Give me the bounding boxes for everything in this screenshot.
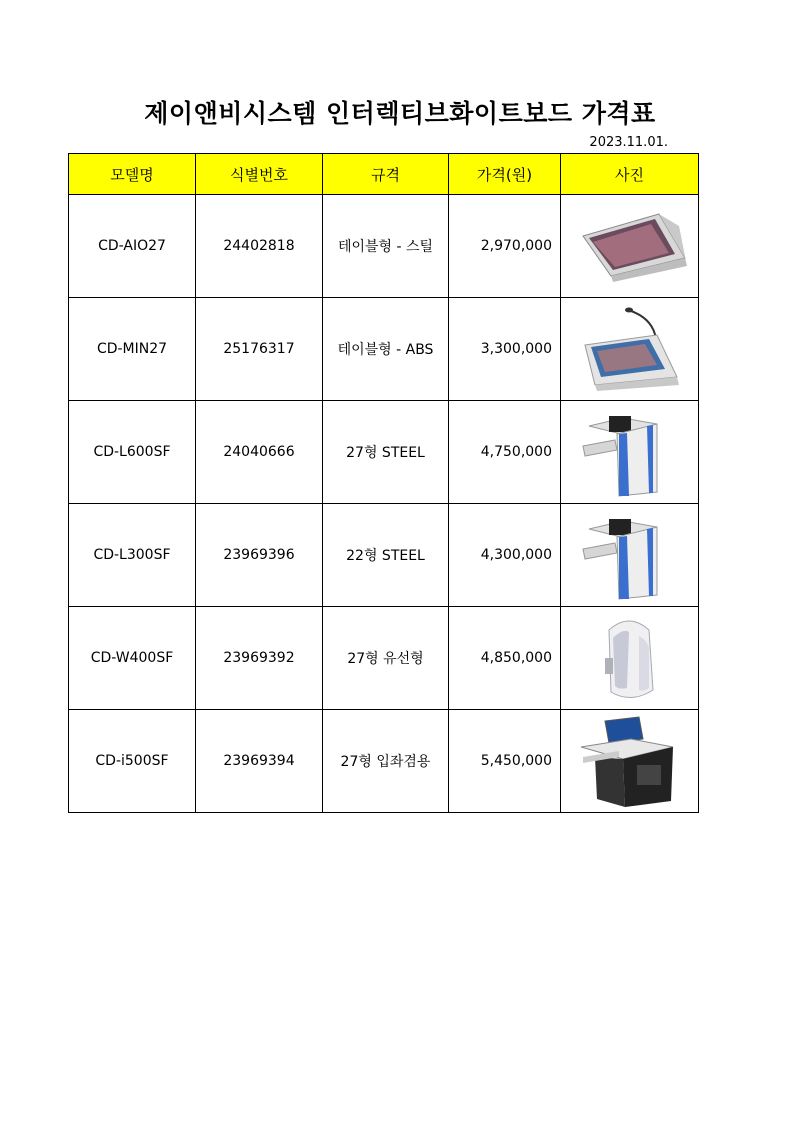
spec-cell: 22형 STEEL <box>323 504 449 607</box>
price-cell: 2,970,000 <box>449 195 561 298</box>
header-photo: 사진 <box>561 154 699 195</box>
lectern-steel-photo <box>561 402 699 502</box>
table-row <box>69 504 699 607</box>
id-cell: 24402818 <box>196 195 323 298</box>
price-list-date: 2023.11.01. <box>589 135 668 150</box>
table-row <box>69 195 699 298</box>
table-row <box>69 401 699 504</box>
photo-cell <box>561 298 699 401</box>
photo-cell <box>561 710 699 813</box>
tabletop-microphone-kiosk-photo <box>561 299 699 399</box>
spec-cell: 27형 유선형 <box>323 607 449 710</box>
table-row <box>69 710 699 813</box>
model-cell: CD-i500SF <box>69 710 196 813</box>
price-table <box>68 153 699 813</box>
sit-stand-lectern-photo <box>561 711 699 811</box>
id-cell: 23969396 <box>196 504 323 607</box>
model-cell: CD-MIN27 <box>69 298 196 401</box>
table-row <box>69 298 699 401</box>
price-cell: 4,850,000 <box>449 607 561 710</box>
model-cell: CD-W400SF <box>69 607 196 710</box>
tabletop-kiosk-photo <box>561 196 699 296</box>
spec-cell: 테이블형 - ABS <box>323 298 449 401</box>
header-model: 모델명 <box>69 154 196 195</box>
photo-cell <box>561 195 699 298</box>
table-header-row <box>69 154 699 195</box>
page-title: 제이앤비시스템 인터렉티브화이트보드 가격표 <box>144 99 656 128</box>
photo-cell <box>561 401 699 504</box>
photo-cell <box>561 607 699 710</box>
spec-cell: 27형 입좌겸용 <box>323 710 449 813</box>
id-cell: 24040666 <box>196 401 323 504</box>
streamlined-lectern-photo <box>561 608 699 708</box>
model-cell: CD-AIO27 <box>69 195 196 298</box>
photo-cell <box>561 504 699 607</box>
header-spec: 규격 <box>323 154 449 195</box>
model-cell: CD-L600SF <box>69 401 196 504</box>
price-cell: 3,300,000 <box>449 298 561 401</box>
model-cell: CD-L300SF <box>69 504 196 607</box>
id-cell: 23969394 <box>196 710 323 813</box>
table-row <box>69 607 699 710</box>
id-cell: 23969392 <box>196 607 323 710</box>
id-cell: 25176317 <box>196 298 323 401</box>
spec-cell: 27형 STEEL <box>323 401 449 504</box>
spec-cell: 테이블형 - 스틸 <box>323 195 449 298</box>
header-price: 가격(원) <box>449 154 561 195</box>
price-cell: 5,450,000 <box>449 710 561 813</box>
header-id-number: 식별번호 <box>196 154 323 195</box>
lectern-steel-photo <box>561 505 699 605</box>
price-cell: 4,750,000 <box>449 401 561 504</box>
price-cell: 4,300,000 <box>449 504 561 607</box>
